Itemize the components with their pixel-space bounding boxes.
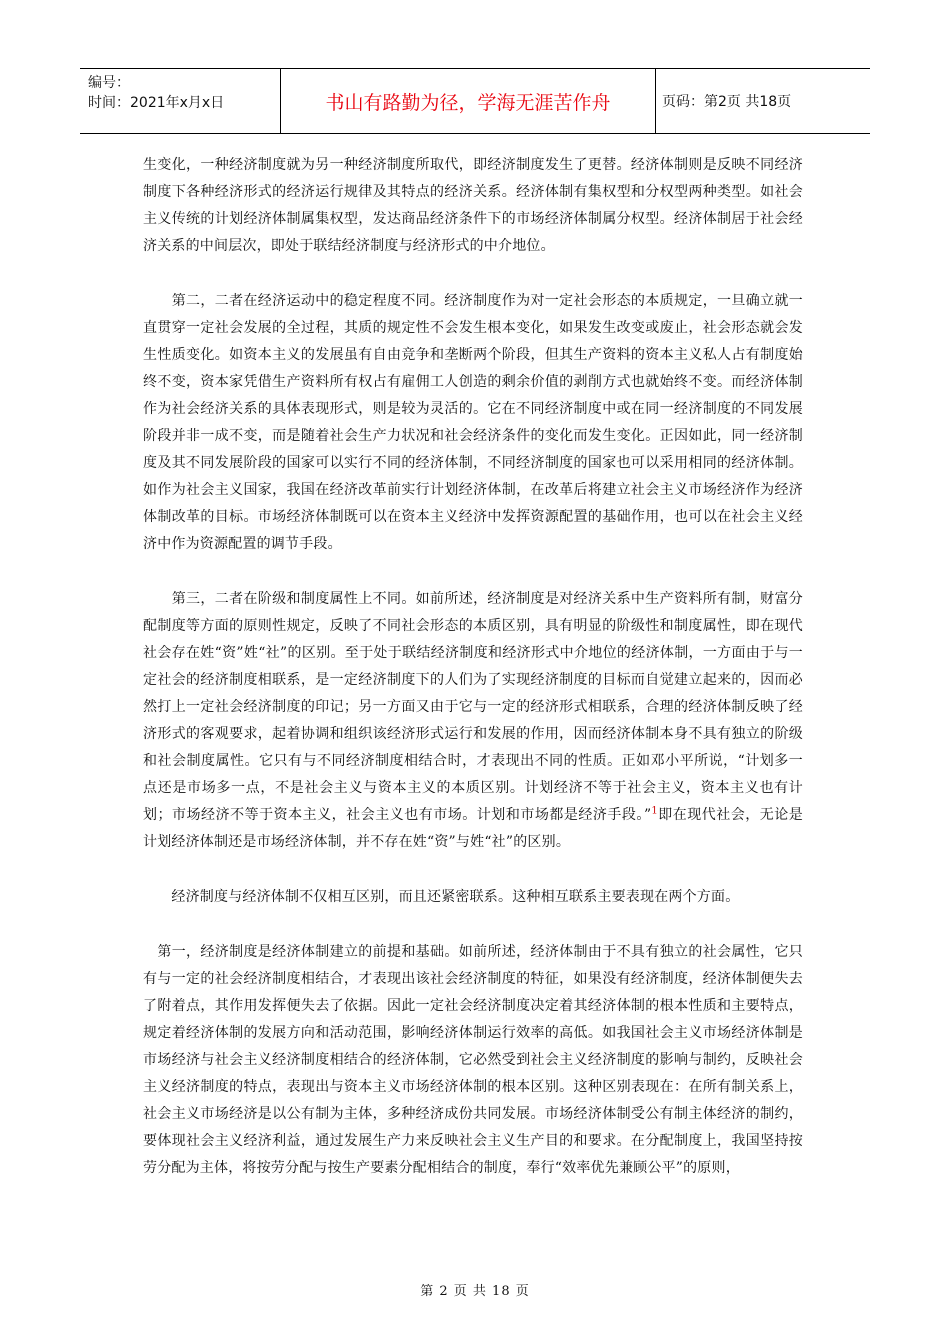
paragraph-5: 第一，经济制度是经济体制建立的前提和基础。如前所述，经济体制由于不具有独立的社会属性，它只有与一定的社会经济制度相结合，才表现出该社会经济制度的特征，如果没有经济制度，经济体制便失去了附着点，其作用发挥便失去了依据。因此一定社会经济制度决定着其经济体制的根本性质和主要特点，规定着经济体制的发展方向和活动范围，影响经济体制运行效率的高低。如我国社会主义市场经济体制是市场经济与社会主义经济制度相结合的经济体制，它必然受到社会主义经济制度的影响与制约，反映社会主义经济制度的特点，表现出与资本主义市场经济体制的根本区别。这种区别表现在：在所有制关系上，社会主义市场经济是以公有制为主体，多种经济成份共同发展。市场经济体制受公有制主体经济的制约，要体现社会主义经济利益，通过发展生产力来反映社会主义生产目的和要求。在分配制度上，我国坚持按劳分配为主体，将按劳分配与按生产要素分配相结合的制度，奉行“效率优先兼顾公平”的原则， [143,944,803,1176]
paragraph-3-text: 第三，二者在阶级和制度属性上不同。如前所述，经济制度是对经济关系中生产资料所有制，财富分配制度等方面的原则性规定，反映了不同社会形态的本质区别，具有明显的阶级性和制度属性，即在现代社会存在姓“资”姓“社”的区别。至于处于联结经济制度和经济形式中介地位的经济体制，一方面由于与一定社会的经济制度相联系，是一定经济制度下的人们为了实现经济制度的目标而自觉建立起来的，因而必然打上一定社会经济制度的印记；另一方面又由于它与一定的经济形式相联系，合理的经济体制反映了经济形式的客观要求，起着协调和组织该经济形式运行和发展的作用，因而经济体制本身不具有独立的阶级和社会制度属性。它只有与不同经济制度相结合时，才表现出不同的性质。正如邓小平所说，“计划多一点还是市场多一点，不是社会主义与资本主义的本质区别。计划经济不等于社会主义，资本主义也有计划；市场经济不等于资本主义，社会主义也有市场。计划和市场都是经济手段。” [143,591,803,823]
paragraph-1: 生变化，一种经济制度就为另一种经济制度所取代，即经济制度发生了更替。经济体制则是反映不同经济制度下各种经济形式的经济运行规律及其特点的经济关系。经济体制有集权型和分权型两种类型。如社会主义传统的计划经济体制属集权型，发达商品经济条件下的市场经济体制属分权型。经济体制居于社会经济关系的中间层次，即处于联结经济制度与经济形式的中介地位。 [143,157,803,254]
time-label: 时间：2021年x月x日 [88,95,225,111]
paragraph-4: 经济制度与经济体制不仅相互区别，而且还紧密联系。这种相互联系主要表现在两个方面。 [143,889,740,905]
footnote-reference[interactable]: 1 [651,805,658,817]
paragraph-3 [143,586,803,856]
paragraph-3-tail: 即在现代社会，无论是计划经济体制还是市场经济体制，并不存在姓“资”与姓“社”的区别。 [143,807,804,850]
paragraph-2: 第二，二者在经济运动中的稳定程度不同。经济制度作为对一定社会形态的本质规定，一旦确立就一直贯穿一定社会发展的全过程，其质的规定性不会发生根本变化，如果发生改变或废止，社会形态就会发生性质变化。如资本主义的发展虽有自由竞争和垄断两个阶段，但其生产资料的资本主义私人占有制度始终不变，资本家凭借生产资料所有权占有雇佣工人创造的剩余价值的剥削方式也就始终不变。而经济体制作为社会经济关系的具体表现形式，则是较为灵活的。它在不同经济制度中或在同一经济制度的不同发展阶段并非一成不变，而是随着社会生产力状况和社会经济条件的变化而发生变化。正因如此，同一经济制度及其不同发展阶段的国家可以实行不同的经济体制，不同经济制度的国家也可以采用相同的经济体制。如作为社会主义国家，我国在经济改革前实行计划经济体制，在改革后将建立社会主义市场经济作为经济体制改革的目标。市场经济体制既可以在资本主义经济中发挥资源配置的基础作用，也可以在社会主义经济中作为资源配置的调节手段。 [143,293,803,552]
page-header [80,68,870,134]
header-page-info: 页码：第2页 共18页 [662,94,792,110]
header-motto: 书山有路勤为径，学海无涯苦作舟 [280,69,656,133]
document-body [143,152,803,1182]
number-label: 编号： [88,75,130,91]
page-footer: 第 2 页 共 18 页 [420,1284,530,1299]
header-meta [80,69,280,133]
